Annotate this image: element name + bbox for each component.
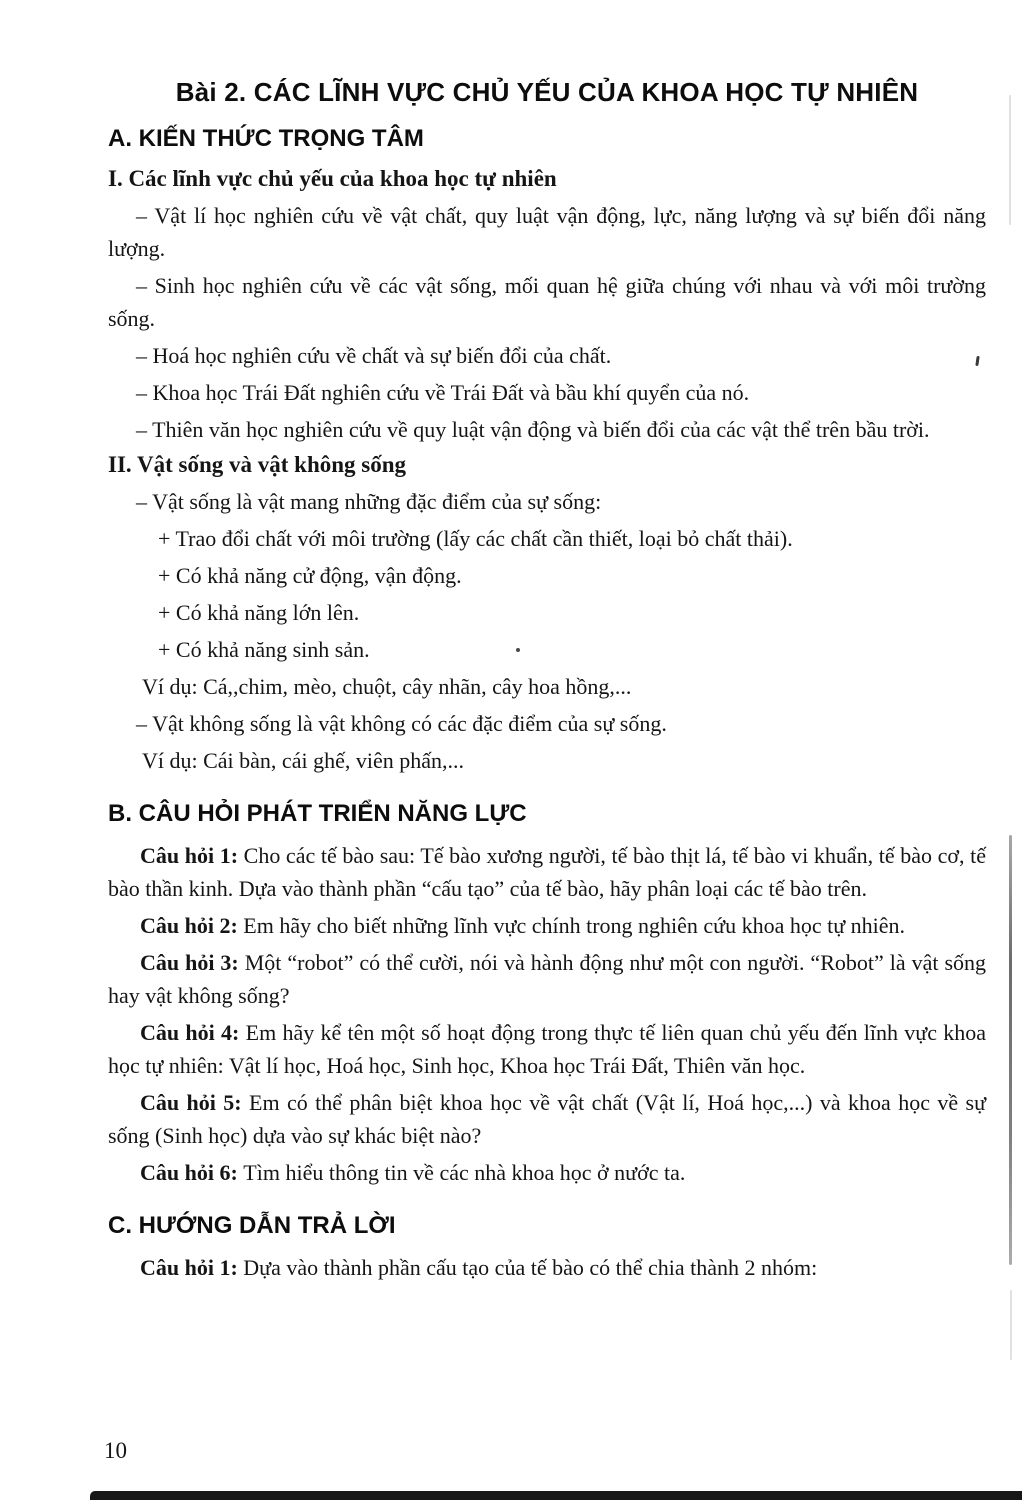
page-title: Bài 2. CÁC LĨNH VỰC CHỦ YẾU CỦA KHOA HỌC TỰ NHIÊN	[175, 77, 919, 107]
paragraph: Ví dụ: Cá,,chim, mèo, chuột, cây nhãn, cây hoa hồng,...	[142, 674, 632, 699]
subsection-heading: I. Các lĩnh vực chủ yếu của khoa học tự nhiên	[108, 166, 557, 191]
page-content	[108, 76, 986, 1288]
paragraph-lead: Câu hỏi 2:	[140, 913, 244, 938]
paragraph: – Sinh học nghiên cứu về các vật sống, mối quan hệ giữa chúng với nhau và với môi trường sống.	[108, 273, 986, 331]
paragraph: Câu hỏi 2: Em hãy cho biết những lĩnh vực chính trong nghiên cứu khoa học tự nhiên.	[140, 913, 906, 938]
paragraph: – Thiên văn học nghiên cứu về quy luật vận động và biến đổi của các vật thể trên bầu trời.	[136, 417, 930, 442]
paragraph: – Hoá học nghiên cứu về chất và sự biến đổi của chất.	[136, 343, 612, 368]
paragraph: Câu hỏi 6: Tìm hiểu thông tin về các nhà khoa học ở nước ta.	[140, 1160, 686, 1185]
paragraph-lead: Câu hỏi 5:	[140, 1090, 249, 1115]
paragraph: Ví dụ: Cái bàn, cái ghế, viên phấn,...	[142, 748, 464, 773]
paragraph: + Có khả năng lớn lên.	[158, 600, 360, 625]
scan-artifact-right-line-faint	[1009, 95, 1011, 225]
paragraph-lead: Câu hỏi 4:	[140, 1020, 246, 1045]
scan-artifact-right-line-faint-lower	[1010, 1290, 1012, 1360]
subsection-heading: II. Vật sống và vật không sống	[108, 452, 407, 477]
paragraph: – Khoa học Trái Đất nghiên cứu về Trái Đất và bầu khí quyển của nó.	[136, 380, 750, 405]
paragraph-lead: Câu hỏi 3:	[140, 950, 245, 975]
scan-artifact-right-line	[1009, 835, 1012, 1265]
paragraph: + Có khả năng cử động, vận động.	[158, 563, 462, 588]
paragraph: Câu hỏi 3: Một “robot” có thể cười, nói và hành động như một con người. “Robot” là vật sống hay vật không sống?	[108, 950, 987, 1008]
document-body	[108, 124, 986, 1284]
paragraph: Câu hỏi 5: Em có thể phân biệt khoa học về vật chất (Vật lí, Hoá học,...) và khoa học về sự sống (Sinh học) dựa vào sự khác biệt nào?	[108, 1090, 986, 1148]
paragraph: Câu hỏi 1: Dựa vào thành phần cấu tạo của tế bào có thể chia thành 2 nhóm:	[140, 1255, 818, 1280]
paragraph: – Vật sống là vật mang những đặc điểm của sự sống:	[136, 489, 602, 514]
section-heading-C: C. HƯỚNG DẪN TRẢ LỜI	[108, 1212, 396, 1239]
page-number: 10	[104, 1438, 127, 1463]
paragraph: + Trao đổi chất với môi trường (lấy các chất cần thiết, loại bỏ chất thải).	[158, 526, 793, 551]
section-heading-A: A. KIẾN THỨC TRỌNG TÂM	[108, 125, 424, 152]
paragraph-lead: Câu hỏi 1:	[140, 843, 244, 868]
paragraph: + Có khả năng sinh sản.	[158, 637, 370, 662]
paragraph-lead: Câu hỏi 1:	[140, 1255, 244, 1280]
paragraph: – Vật không sống là vật không có các đặc điểm của sự sống.	[136, 711, 667, 736]
paragraph: Câu hỏi 1: Cho các tế bào sau: Tế bào xương người, tế bào thịt lá, tế bào vi khuẩn, tế bào cơ, tế bào thần kinh. Dựa vào thành phần “cấu tạo” của tế bào, hãy phân loại các tế bào trên.	[108, 843, 987, 901]
paragraph-lead: Câu hỏi 6:	[140, 1160, 244, 1185]
section-heading-B: B. CÂU HỎI PHÁT TRIỂN NĂNG LỰC	[108, 800, 527, 827]
scan-artifact-bottom-bar	[90, 1491, 1022, 1500]
paragraph: Câu hỏi 4: Em hãy kể tên một số hoạt động trong thực tế liên quan chủ yếu đến lĩnh vực khoa học tự nhiên: Vật lí học, Hoá học, Sinh học, Khoa học Trái Đất, Thiên văn học.	[108, 1020, 987, 1078]
paragraph: – Vật lí học nghiên cứu về vật chất, quy luật vận động, lực, năng lượng và sự biến đổi năng lượng.	[108, 203, 986, 261]
